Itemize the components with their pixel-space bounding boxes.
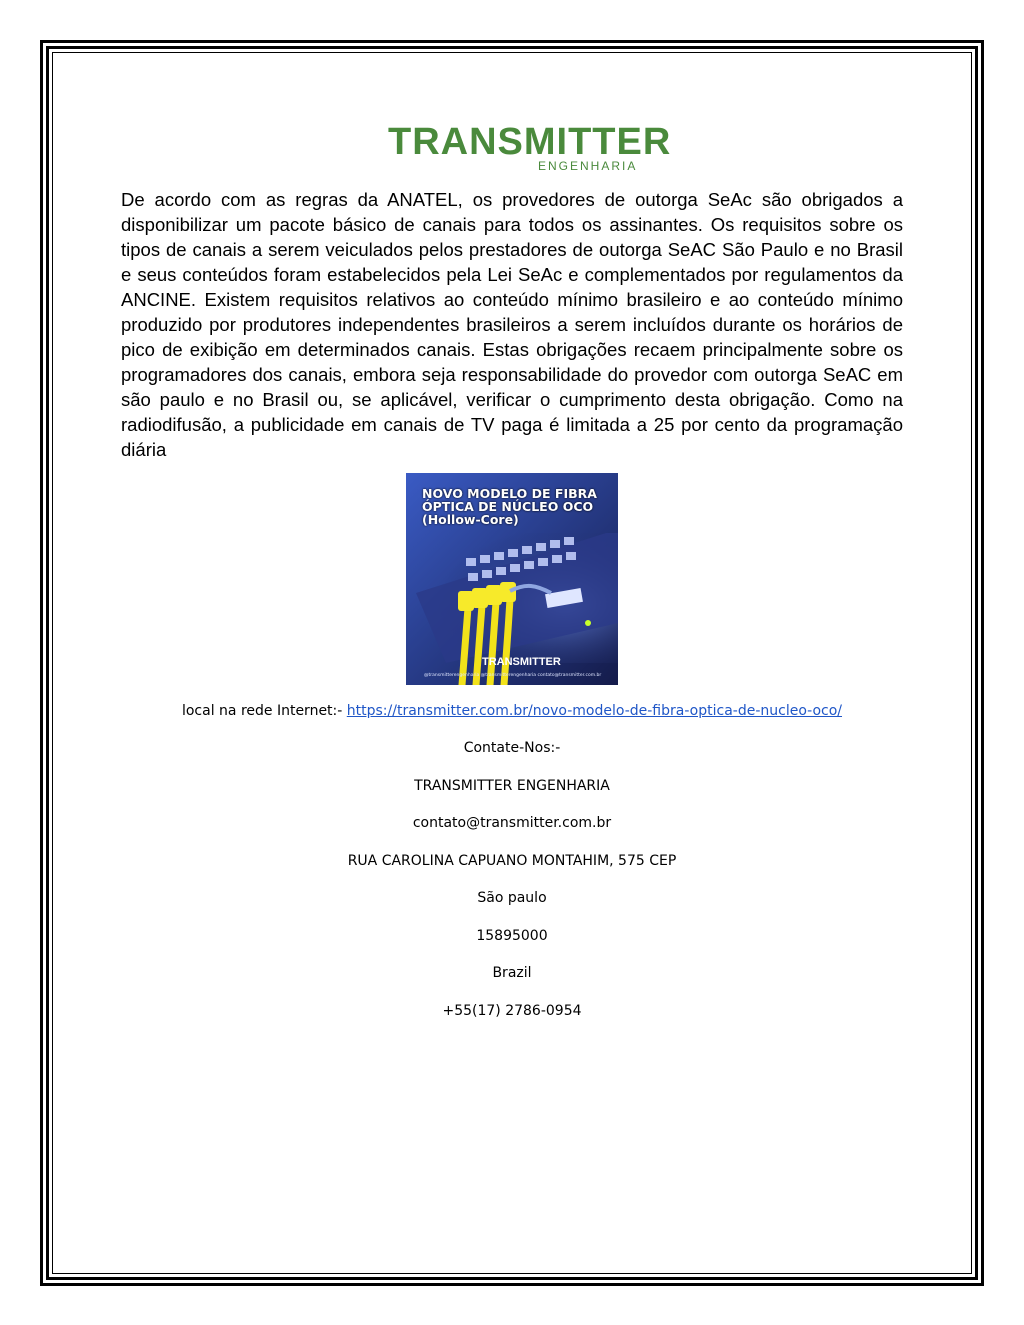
contact-email: contato@transmitter.com.br bbox=[412, 815, 612, 831]
promo-logo: TRANSMITTER bbox=[482, 656, 561, 668]
transmitter-logo bbox=[388, 121, 672, 173]
street-address: RUA CAROLINA CAPUANO MONTAHIM, 575 CEP bbox=[347, 853, 677, 869]
company-name: TRANSMITTER ENGENHARIA bbox=[414, 778, 610, 794]
website-label: local na rede Internet:- bbox=[181, 703, 343, 719]
promo-title bbox=[422, 487, 612, 526]
country: Brazil bbox=[492, 965, 532, 981]
website-line bbox=[52, 703, 972, 719]
promo-title-line3: (Hollow-Core) bbox=[422, 512, 519, 527]
promo-title-line2: ÓPTICA DE NÚCLEO OCO bbox=[422, 499, 594, 514]
phone-number: +55(17) 2786-0954 bbox=[442, 1003, 582, 1019]
website-link[interactable]: https://transmitter.com.br/novo-modelo-de-fibra-optica-de-nucleo-oco/ bbox=[346, 703, 843, 719]
logo-subtitle: ENGENHARIA bbox=[538, 159, 638, 173]
promo-title-line1: NOVO MODELO DE FIBRA bbox=[422, 486, 597, 501]
promo-footer: @transmitterengenharia @transmitterengenharia contato@transmitter.com.br bbox=[424, 673, 602, 678]
postal-code: 15895000 bbox=[476, 928, 548, 944]
promo-image bbox=[406, 473, 618, 685]
article-paragraph: De acordo com as regras da ANATEL, os provedores de outorga SeAc são obrigados a disponibilizar um pacote básico de canais para todos os assinantes. Os requisitos sobre os tipos de canais a serem veiculados pelos prestadores de outorga SeAC São Paulo e no Brasil e seus conteúdos foram estabelecidos pela Lei SeAc e complementados por regulamentos da ANCINE. Existem requisitos relativos ao conteúdo mínimo brasileiro e ao conteúdo mínimo produzido por produtores independentes brasileiros a serem incluídos durante os horários de pico de exibição em determinados canais. Estas obrigações recaem principalmente sobre os programadores dos canais, embora seja responsabilidade do provedor com outorga SeAC em são paulo e no Brasil ou, se aplicável, verificar o cumprimento desta obrigação. Como na radiodifusão, a publicidade em canais de TV paga é limitada a 25 por cento da programação diária bbox=[121, 189, 903, 460]
logo-name: TRANSMITTER bbox=[388, 121, 672, 163]
contact-heading: Contate-Nos:- bbox=[463, 740, 561, 756]
city: São paulo bbox=[477, 890, 547, 906]
